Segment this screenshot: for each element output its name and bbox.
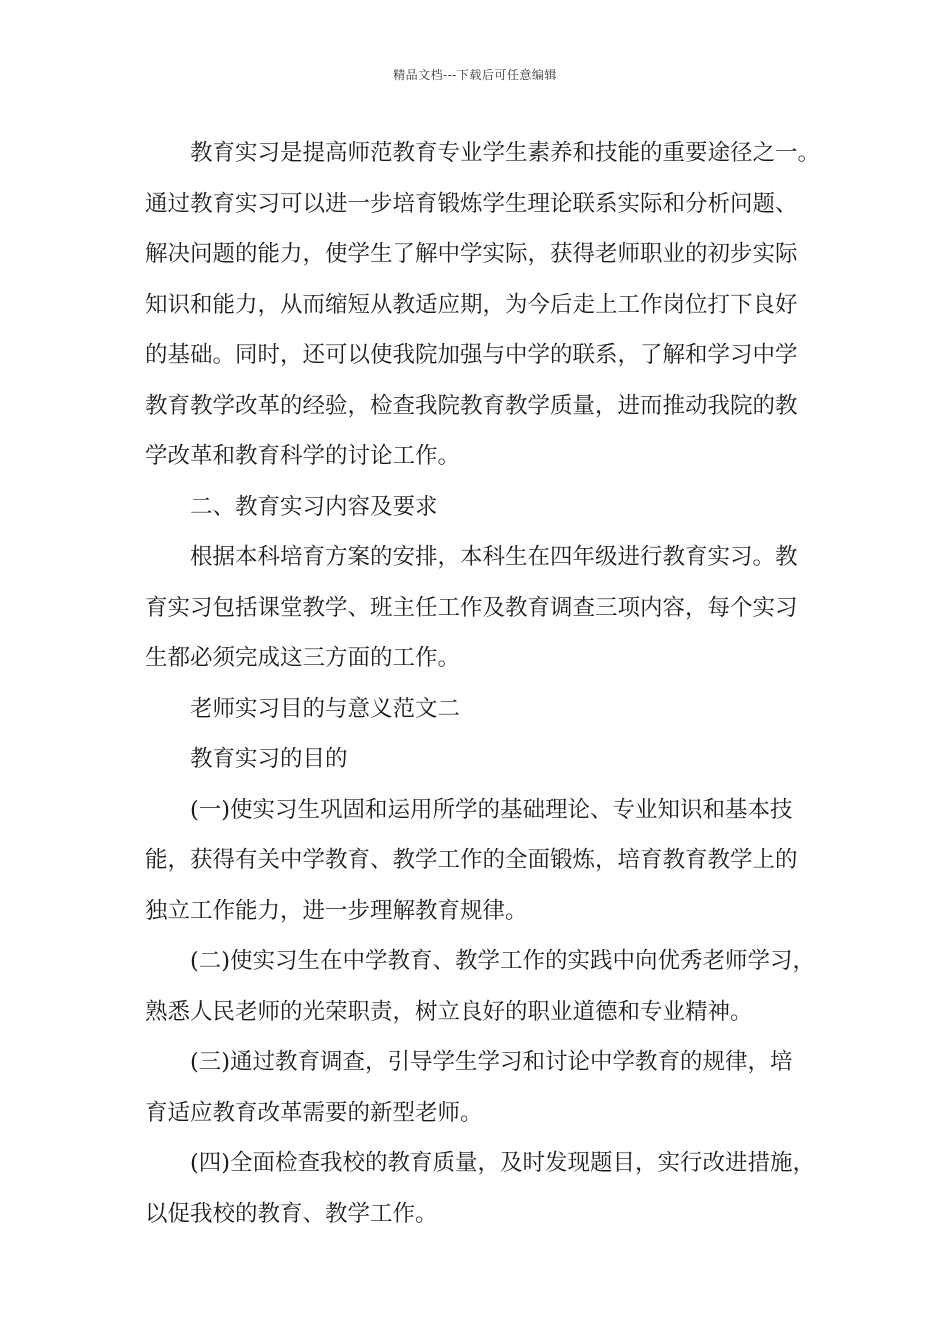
paragraph bbox=[145, 936, 816, 1037]
section-heading bbox=[145, 482, 810, 533]
text-line: (一)使实习生巩固和运用所学的基础理论、专业知识和基本技 bbox=[190, 796, 793, 823]
text-line: 学改革和教育科学的讨论工作。 bbox=[145, 443, 461, 469]
text-line: 育适应教育改革需要的新型老师。 bbox=[145, 1099, 483, 1126]
text-line: 生都必须完成这三方面的工作。 bbox=[145, 645, 461, 671]
text-line: 老师实习目的与意义范文二 bbox=[190, 695, 461, 722]
document-body bbox=[145, 128, 821, 1239]
text-line: 熟悉人民老师的光荣职责，树立良好的职业道德和专业精神。 bbox=[145, 998, 753, 1025]
page-header: 精品文档---下载后可任意编辑 bbox=[393, 68, 557, 82]
paragraph bbox=[145, 1138, 816, 1239]
text-line: 通过教育实习可以进一步培育锻炼学生理论联系实际和分析问题、 bbox=[145, 190, 798, 217]
text-line: 教育实习的目的 bbox=[190, 746, 348, 772]
text-line: 根据本科培育方案的安排，本科生在四年级进行教育实习。教 bbox=[190, 544, 798, 570]
text-line: (二)使实习生在中学教育、教学工作的实践中向优秀老师学习， bbox=[190, 948, 816, 974]
text-line: 解决问题的能力，使学生了解中学实际，获得老师职业的初步实际 bbox=[145, 241, 798, 267]
text-line: 能，获得有关中学教育、教学工作的全面锻炼，培育教育教学上的 bbox=[145, 847, 798, 873]
paragraph bbox=[145, 128, 821, 482]
text-line: 知识和能力，从而缩短从教适应期，为今后走上工作岗位打下良好 bbox=[145, 291, 798, 318]
text-line: 教育教学改革的经验，检查我院教育教学质量，进而推动我院的教 bbox=[145, 392, 798, 419]
paragraph bbox=[145, 785, 810, 937]
text-line: (三)通过教育调查，引导学生学习和讨论中学教育的规律，培 bbox=[190, 1049, 793, 1075]
text-line: 以促我校的教育、教学工作。 bbox=[145, 1200, 438, 1227]
text-line: (四)全面检查我校的教育质量，及时发现题目，实行改进措施， bbox=[190, 1150, 816, 1176]
paragraph bbox=[145, 1037, 810, 1138]
section-heading bbox=[145, 684, 810, 735]
text-line: 教育实习是提高师范教育专业学生素养和技能的重要途径之一。 bbox=[190, 140, 821, 166]
paragraph bbox=[145, 532, 810, 684]
section-heading bbox=[145, 734, 810, 785]
text-line: 的基础。同时，还可以使我院加强与中学的联系，了解和学习中学 bbox=[145, 342, 798, 368]
text-line: 独立工作能力，进一步理解教育规律。 bbox=[145, 897, 528, 924]
text-line: 二、教育实习内容及要求 bbox=[190, 493, 438, 520]
text-line: 育实习包括课堂教学、班主任工作及教育调查三项内容，每个实习 bbox=[145, 594, 798, 621]
